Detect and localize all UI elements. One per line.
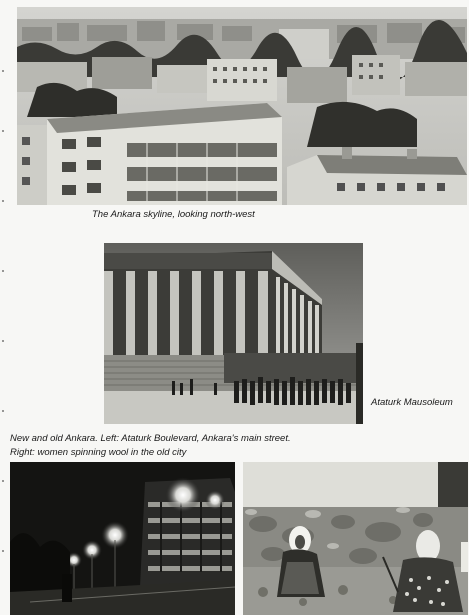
margin-marks — [2, 60, 6, 600]
boulevard-photo — [10, 462, 235, 615]
skyline-caption: The Ankara skyline, looking north-west — [92, 209, 255, 220]
mausoleum-photo — [104, 243, 363, 424]
new-old-caption-line2: Right: women spinning wool in the old city — [10, 447, 187, 458]
women-spinning-photo — [243, 462, 468, 615]
mausoleum-caption: Ataturk Mausoleum — [371, 397, 453, 408]
new-old-caption-line1: New and old Ankara. Left: Ataturk Boulevard, Ankara's main street. — [10, 433, 291, 444]
skyline-photo — [17, 7, 467, 205]
